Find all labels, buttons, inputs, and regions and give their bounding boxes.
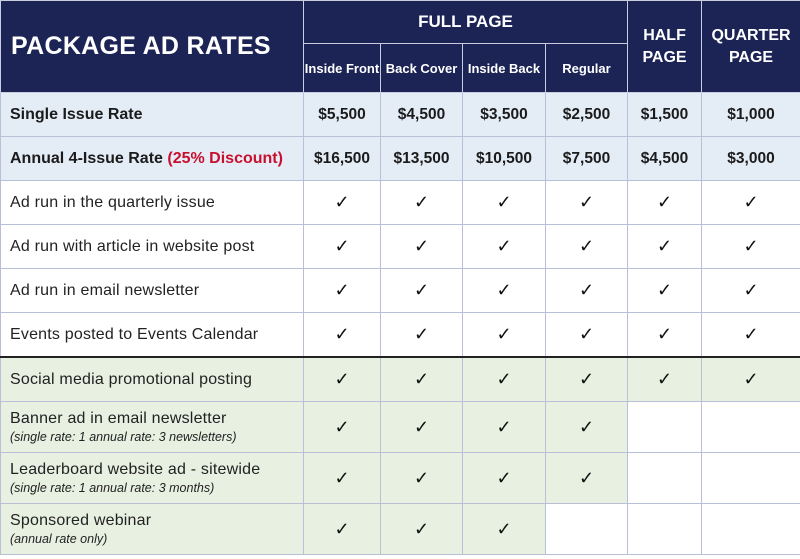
col-back-cover: Back Cover — [381, 44, 463, 93]
check-icon: ✓ — [463, 313, 546, 358]
feature-row — [1, 269, 800, 313]
feature-label: Events posted to Events Calendar — [1, 313, 304, 358]
check-icon: ✓ — [463, 453, 546, 504]
check-icon: ✓ — [463, 181, 546, 225]
check-icon: ✓ — [702, 313, 800, 358]
check-icon: ✓ — [546, 181, 628, 225]
check-icon: ✓ — [304, 181, 381, 225]
feature-label: Ad run with article in website post — [1, 225, 304, 269]
feature-note: (single rate: 1 annual rate: 3 months) — [10, 481, 215, 495]
empty-cell — [702, 504, 800, 555]
feature-label: Ad run in email newsletter — [1, 269, 304, 313]
check-icon: ✓ — [381, 269, 463, 313]
rate-value: $5,500 — [304, 93, 381, 137]
rate-value: $4,500 — [381, 93, 463, 137]
check-icon: ✓ — [463, 269, 546, 313]
discount-note: (25% Discount) — [167, 149, 283, 167]
check-icon: ✓ — [702, 269, 800, 313]
check-icon: ✓ — [628, 313, 702, 358]
feature-note: (single rate: 1 annual rate: 3 newsletters) — [10, 430, 237, 444]
check-icon: ✓ — [628, 225, 702, 269]
empty-cell — [546, 504, 628, 555]
col-regular: Regular — [546, 44, 628, 93]
check-icon: ✓ — [463, 357, 546, 402]
check-icon: ✓ — [546, 402, 628, 453]
check-icon: ✓ — [463, 402, 546, 453]
check-icon: ✓ — [381, 225, 463, 269]
feature-label: Sponsored webinar (annual rate only) — [1, 504, 304, 555]
rate-value: $1,000 — [702, 93, 800, 137]
rate-value: $7,500 — [546, 137, 628, 181]
empty-cell — [628, 453, 702, 504]
check-icon: ✓ — [381, 453, 463, 504]
check-icon: ✓ — [546, 357, 628, 402]
empty-cell — [702, 402, 800, 453]
quarter-page-header: QUARTER PAGE — [702, 1, 800, 93]
rate-value: $4,500 — [628, 137, 702, 181]
check-icon: ✓ — [304, 313, 381, 358]
feature-note: (annual rate only) — [10, 532, 108, 546]
check-icon: ✓ — [628, 181, 702, 225]
feature-row — [1, 181, 800, 225]
check-icon: ✓ — [304, 225, 381, 269]
check-icon: ✓ — [546, 453, 628, 504]
check-icon: ✓ — [381, 357, 463, 402]
feature-row — [1, 313, 800, 358]
check-icon: ✓ — [463, 504, 546, 555]
page-title: PACKAGE AD RATES — [1, 1, 304, 93]
check-icon: ✓ — [381, 402, 463, 453]
col-inside-front: Inside Front — [304, 44, 381, 93]
feature-row — [1, 357, 800, 402]
empty-cell — [628, 504, 702, 555]
rate-value: $3,000 — [702, 137, 800, 181]
feature-label: Banner ad in email newsletter (single rate: 1 annual rate: 3 newsletters) — [1, 402, 304, 453]
header-row-top — [1, 1, 800, 44]
check-icon: ✓ — [381, 181, 463, 225]
col-inside-back: Inside Back — [463, 44, 546, 93]
check-icon: ✓ — [304, 453, 381, 504]
rate-value: $3,500 — [463, 93, 546, 137]
check-icon: ✓ — [304, 269, 381, 313]
rate-value: $1,500 — [628, 93, 702, 137]
empty-cell — [628, 402, 702, 453]
rate-value: $13,500 — [381, 137, 463, 181]
rate-value: $16,500 — [304, 137, 381, 181]
check-icon: ✓ — [546, 269, 628, 313]
full-page-header: FULL PAGE — [304, 1, 628, 44]
check-icon: ✓ — [546, 313, 628, 358]
check-icon: ✓ — [628, 357, 702, 402]
feature-row — [1, 453, 800, 504]
feature-label: Social media promotional posting — [1, 357, 304, 402]
feature-row — [1, 504, 800, 555]
rate-label: Single Issue Rate — [1, 93, 304, 137]
empty-cell — [702, 453, 800, 504]
check-icon: ✓ — [463, 225, 546, 269]
check-icon: ✓ — [381, 313, 463, 358]
feature-row — [1, 225, 800, 269]
check-icon: ✓ — [628, 269, 702, 313]
rate-value: $10,500 — [463, 137, 546, 181]
feature-label: Leaderboard website ad - sitewide (single rate: 1 annual rate: 3 months) — [1, 453, 304, 504]
check-icon: ✓ — [304, 357, 381, 402]
check-icon: ✓ — [546, 225, 628, 269]
rate-row-annual — [1, 137, 800, 181]
check-icon: ✓ — [381, 504, 463, 555]
check-icon: ✓ — [702, 225, 800, 269]
feature-label: Ad run in the quarterly issue — [1, 181, 304, 225]
check-icon: ✓ — [304, 402, 381, 453]
half-page-header: HALF PAGE — [628, 1, 702, 93]
rate-value: $2,500 — [546, 93, 628, 137]
rate-label: Annual 4-Issue Rate (25% Discount) — [1, 137, 304, 181]
feature-row — [1, 402, 800, 453]
check-icon: ✓ — [702, 357, 800, 402]
check-icon: ✓ — [702, 181, 800, 225]
rate-row-single — [1, 93, 800, 137]
check-icon: ✓ — [304, 504, 381, 555]
